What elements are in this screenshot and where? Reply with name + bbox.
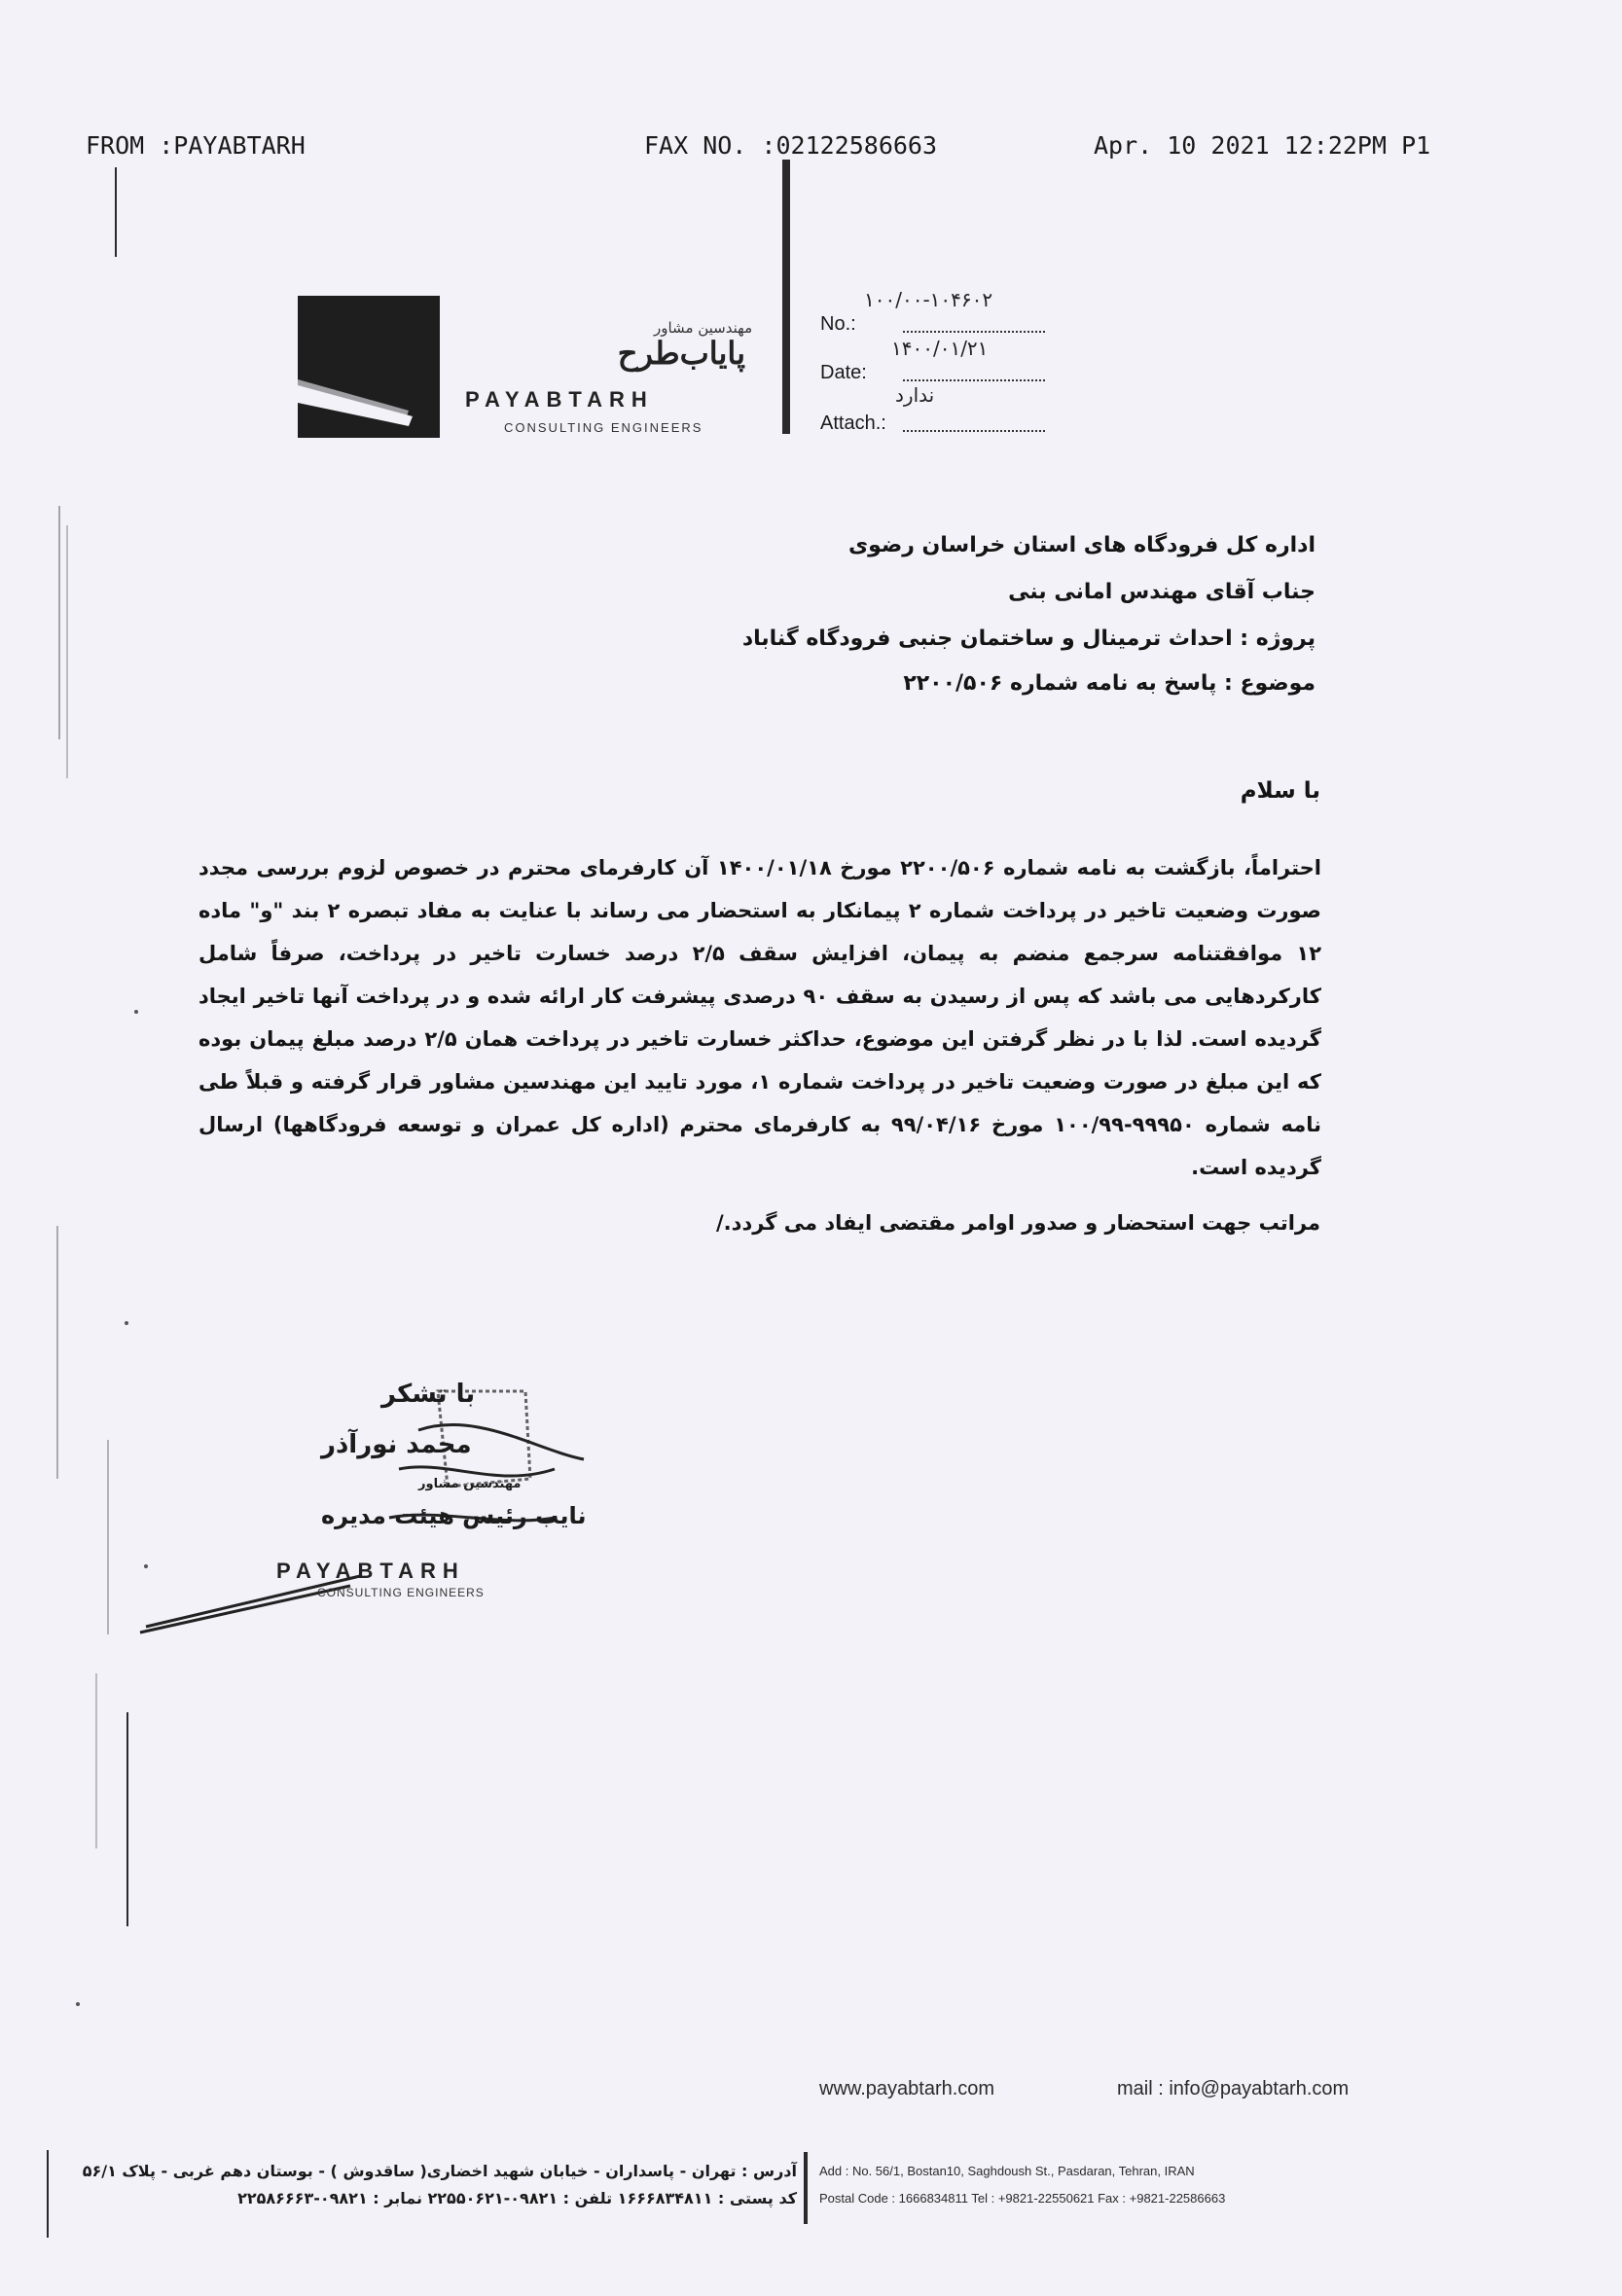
- letter-date-dots: [903, 379, 1045, 381]
- letter-number-label: No.:: [820, 313, 856, 335]
- signatory-title: نایب رئیس هیئت مدیره: [321, 1502, 587, 1529]
- scan-noise-left: [39, 486, 156, 2140]
- attachment-value: ندارد: [895, 383, 935, 407]
- footer-address-fa: آدرس : تهران - پاسداران - خیابان شهید اخضاری( ساقدوش ) - بوستان دهم غربی - پلاک ۵۶/۱: [82, 2162, 797, 2180]
- company-type-fa: مهندسین مشاور: [654, 319, 753, 337]
- letter-number-dots: [903, 331, 1045, 333]
- greeting: با سلام: [1240, 778, 1320, 804]
- letter-number-value: ۱۰۰/۰۰-۱۰۴۶۰۲: [864, 288, 993, 311]
- stamp-subtitle-en: CONSULTING ENGINEERS: [317, 1586, 485, 1599]
- attachment-dots: [903, 430, 1045, 432]
- company-name-fa: پایاب‌طرح: [617, 335, 745, 372]
- attachment-label: Attach.:: [820, 413, 886, 434]
- footer-divider-line: [804, 2152, 808, 2224]
- recipient-person: جناب آقای مهندس امانی بنی: [1008, 580, 1316, 604]
- signature-block: [126, 1372, 613, 1654]
- subject-line: موضوع : پاسخ به نامه شماره ۲۲۰۰/۵۰۶: [903, 671, 1316, 696]
- fax-from: FROM :PAYABTARH: [86, 131, 306, 160]
- company-subtitle-en: CONSULTING ENGINEERS: [504, 420, 703, 435]
- closing-line: مراتب جهت استحضار و صدور اوامر مقتضی ایفاد می گردد./: [716, 1211, 1320, 1235]
- footer-website: www.payabtarh.com: [819, 2078, 995, 2099]
- letter-body: احتراماً، بازگشت به نامه شماره ۲۲۰۰/۵۰۶ مورخ ۱۴۰۰/۰۱/۱۸ آن کارفرمای محترم در خصوص لزوم بررسی مجدد صورت وضعیت تاخیر در پرداخت شماره ۲ پیمانکار به استحضار می رساند با عنایت به مفاد تبصره ۲ بند "و" ماده ۱۲ موافقتنامه سرجمع منضم به پیمان، افزایش سقف ۲/۵ درصد خسارت تاخیر در پرداخت، صرفاً شامل کارکردهایی می باشد که پس از رسیدن به سقف ۹۰ درصدی پیشرفت کار ارائه شده و در پرداخت آنها تاخیر ایجاد گردیده است. لذا با در نظر گرفتن این موضوع، حداکثر خسارت تاخیر در پرداخت همان ۲/۵ درصد مبلغ پیمان بوده که این مبلغ در صورت وضعیت تاخیر در پرداخت شماره ۱، مورد تایید این مهندسین مشاور قرار گرفته و قبلاً طی نامه شماره ۹۹۹۵۰-۱۰۰/۹۹ مورخ ۹۹/۰۴/۱۶ به کارفرمای محترم (اداره کل عمران و توسعه فرودگاهها) ارسال گردیده است.: [198, 856, 1322, 1179]
- recipient-organization: اداره کل فرودگاه های استان خراسان رضوی: [847, 533, 1316, 557]
- fax-datetime: Apr. 10 2021 12:22PM P1: [1094, 131, 1431, 160]
- logo-mark-icon: [298, 296, 440, 438]
- footer-contact-en: Postal Code : 1666834811 Tel : +9821-22550621 Fax : +9821-22586663: [819, 2191, 1226, 2206]
- left-margin-line-top: [115, 167, 117, 257]
- left-margin-line-footer: [47, 2150, 49, 2238]
- fax-number: FAX NO. :02122586663: [644, 131, 938, 160]
- signatory-name: محمد نورآذر: [321, 1430, 472, 1459]
- company-logo: [298, 296, 440, 438]
- letter-date-label: Date:: [820, 362, 867, 383]
- center-divider-line: [782, 160, 790, 434]
- letter-date-value: ۱۴۰۰/۰۱/۲۱: [891, 337, 989, 360]
- signature-thanks: با تشکر: [381, 1380, 476, 1409]
- stamp-company-fa: مهندسین مشاور: [418, 1477, 522, 1491]
- project-line: پروژه : احداث ترمینال و ساختمان جنبی فرودگاه گناباد: [741, 627, 1316, 651]
- footer-email: mail : info@payabtarh.com: [1117, 2078, 1350, 2099]
- stamp-company-en: PAYABTARH: [276, 1559, 465, 1583]
- footer-contact-fa: کد پستی : ۱۶۶۶۸۳۴۸۱۱ تلفن : ۰۹۸۲۱-۲۲۵۵۰۶۲۱ نمابر : ۰۹۸۲۱-۲۲۵۸۶۶۶۳: [237, 2189, 797, 2207]
- company-name-en: PAYABTARH: [465, 387, 654, 412]
- footer-address-en: Add : No. 56/1, Bostan10, Saghdoush St., Pasdaran, Tehran, IRAN: [819, 2164, 1195, 2178]
